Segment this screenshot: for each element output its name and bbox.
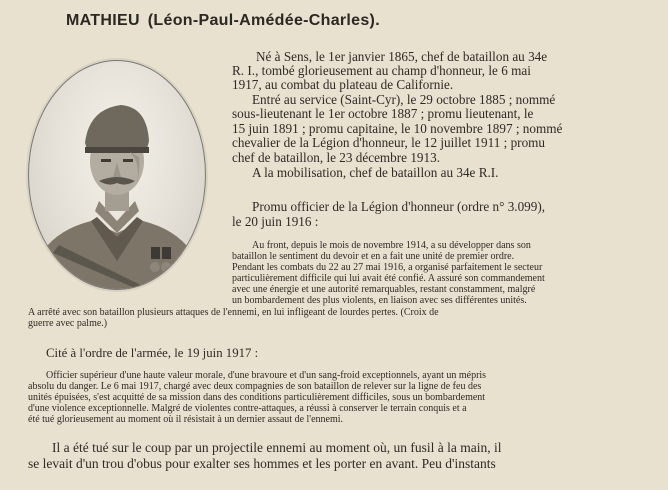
bio-line: 15 juin 1891 ; promu capitaine, le 10 novembre 1897 ; nommé <box>232 121 563 136</box>
closing-line: Il a été tué sur le coup par un projectile ennemi au moment où, un fusil à la main, il <box>52 440 502 455</box>
citation-line: été tué glorieusement au moment où il résistait à un dernier assaut de l'ennemi. <box>28 414 344 425</box>
citation-line: unités épuisées, s'est acquitté de sa mission dans des conditions particulièrement difficiles, sous un bombardement <box>28 392 486 403</box>
bio-line: Né à Sens, le 1er janvier 1865, chef de bataillon au 34e <box>256 49 548 64</box>
citation-line: absolu du danger. Le 6 mai 1917, chargé avec deux compagnies de son bataillon de relever sur la ligne de feu des <box>28 381 482 392</box>
bio-line: chevalier de la Légion d'honneur, le 12 juillet 1911 ; promu <box>232 135 546 150</box>
army-citation-heading: Cité à l'ordre de l'armée, le 19 juin 1917 : <box>46 346 259 360</box>
bio-line: A la mobilisation, chef de bataillon au 34e R.I. <box>252 165 499 180</box>
citation-line: Au front, depuis le mois de novembre 1914, a su développer dans son <box>252 240 531 251</box>
closing-line: se levait d'un trou d'obus pour exalter ses hommes et les porter en avant. Peu d'instants <box>28 456 496 471</box>
citation-line: un bombardement des plus violents, en liaison avec ses différentes unités. <box>232 295 527 306</box>
citation-line: Officier supérieur d'une haute valeur morale, d'une bravoure et d'un sang-froid exceptionnels, ayant un mépris <box>46 370 487 381</box>
given-names: (Léon-Paul-Amédée-Charles). <box>147 12 380 29</box>
bio-line: chef de bataillon, le 23 décembre 1913. <box>232 150 440 165</box>
citation-line: guerre avec palme.) <box>28 318 108 329</box>
citation-line: d'une violence exceptionnelle. Malgré de violentes contre-attaques, a réussi à conserver le terrain conquis et a <box>28 403 467 414</box>
citation-line: bataillon le sentiment du devoir et en a fait une unité de premier ordre. <box>232 251 515 262</box>
surname: MATHIEU <box>66 12 140 29</box>
bio-line: R. I., tombé glorieusement au champ d'honneur, le 6 mai <box>232 63 531 78</box>
bio-line: sous-lieutenant le 1er octobre 1887 ; promu lieutenant, le <box>232 106 534 121</box>
citation-line: Pendant les combats du 22 au 27 mai 1916, a organisé parfaitement le secteur <box>232 262 543 273</box>
portrait-illustration <box>29 61 205 289</box>
promotion-line: Promu officier de la Légion d'honneur (ordre n° 3.099), <box>252 199 546 214</box>
citation-line: particulièrement difficile qui lui avait été confié. A assuré son commandement <box>232 273 545 284</box>
citation-line: avec une énergie et une autorité remarquables, restant constamment, malgré <box>232 284 536 295</box>
portrait-photo <box>28 60 206 290</box>
promotion-line: le 20 juin 1916 : <box>232 214 319 229</box>
citation-line: A arrêté avec son bataillon plusieurs attaques de l'ennemi, en lui infligeant de lourdes pertes. (Croix de <box>28 307 439 318</box>
page-title <box>66 12 380 30</box>
bio-line: Entré au service (Saint-Cyr), le 29 octobre 1885 ; nommé <box>252 92 556 107</box>
bio-line: 1917, au combat du plateau de Californie. <box>232 77 454 92</box>
